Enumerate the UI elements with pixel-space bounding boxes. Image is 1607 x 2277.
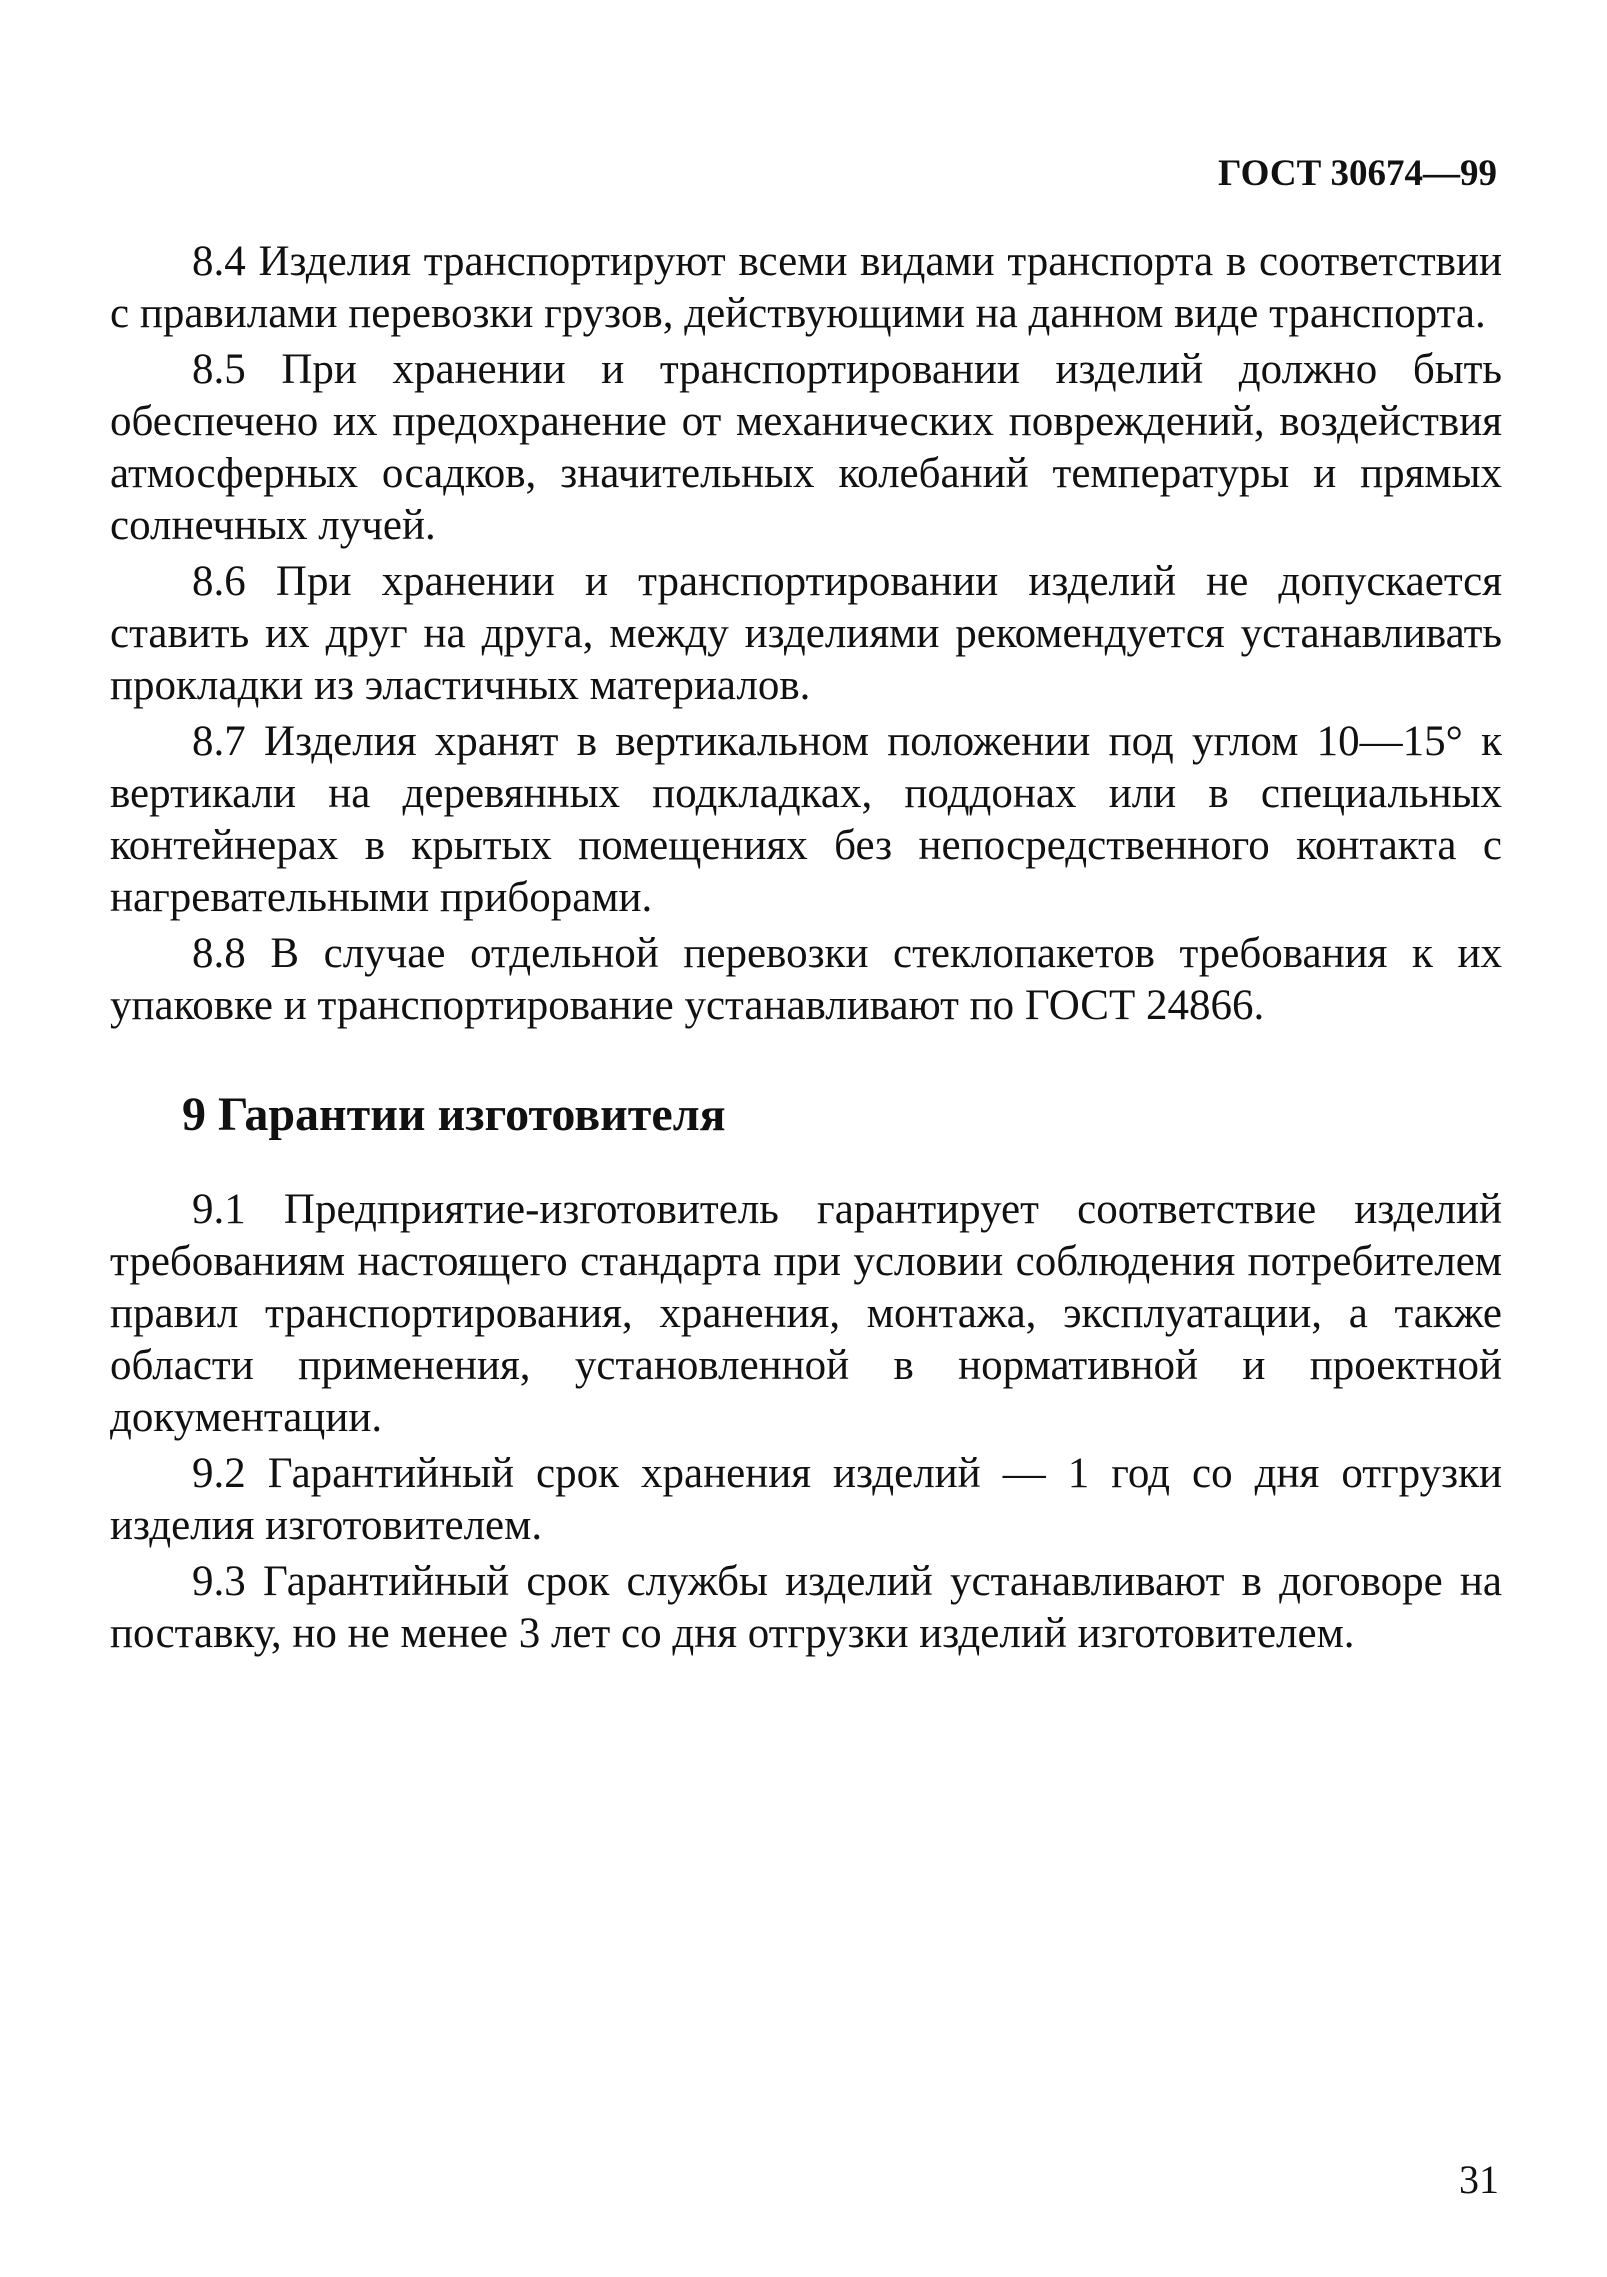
paragraph-9-1: 9.1 Предприятие-изготовитель гарантирует соответствие изделий требованиям настоящего стандарта при условии соблюдения потребителем правил транспортирования, хранения, монтажа, эксплуатации, а также области применения, установленной в нормативной и проектной документации. [110,1186,1502,1441]
page-number: 31 [1459,2157,1499,2202]
paragraph-8-4: 8.4 Изделия транспортируют всеми видами транспорта в соответствии с правилами перевозки грузов, действующими на данном виде транспорта. [110,238,1502,337]
paragraph-9-3: 9.3 Гарантийный срок службы изделий устанавливают в договоре на поставку, но не менее 3 лет со дня отгрузки изделий изготовителем. [110,1558,1502,1657]
paragraph-8-5: 8.5 При хранении и транспортировании изделий должно быть обеспечено их предохранение от механических повреждений, воздействия атмосферных осадков, значительных колебаний температуры и прямых солнечных лучей. [110,346,1502,549]
standard-header: ГОСТ 30674—99 [1218,153,1497,194]
page-content [110,236,1502,1664]
paragraph-8-6: 8.6 При хранении и транспортировании изделий не допускается ставить их друг на друга, между изделиями рекомендуется устанавливать прокладки из эластичных материалов. [110,558,1502,709]
section-9-title: 9 Гарантии изготовителя [182,1088,726,1141]
paragraph-9-2: 9.2 Гарантийный срок хранения изделий — 1 год со дня отгрузки изделия изготовителем. [110,1450,1502,1549]
paragraph-8-7: 8.7 Изделия хранят в вертикальном положении под углом 10—15° к вертикали на деревянных подкладках, поддонах или в специальных контейнерах в крытых помещениях без непосредственного контакта с нагревательными приборами. [110,718,1502,921]
paragraph-8-8: 8.8 В случае отдельной перевозки стеклопакетов требования к их упаковке и транспортирование устанавливают по ГОСТ 24866. [110,930,1502,1029]
